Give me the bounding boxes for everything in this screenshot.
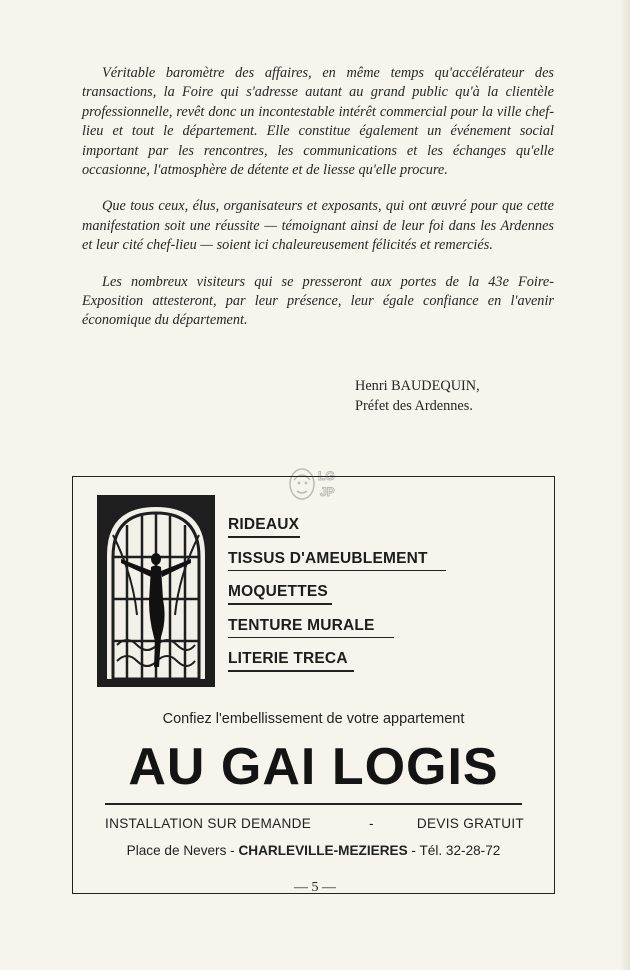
ad-tagline: Confiez l'embellissement de votre appartement xyxy=(162,711,465,727)
paragraph-2: Que tous ceux, élus, organisateurs et exposants, qui ont œuvré pour que cette manifestation soit une réussite — témoignant ainsi de leur foi dans les Ardennes et leur cité chef-lieu — soient ici chaleureusement félicités et remerciés. xyxy=(82,198,554,254)
underline xyxy=(228,536,300,538)
phone-number: - Tél. 32-28-72 xyxy=(411,843,501,858)
address-line xyxy=(73,843,554,858)
underline xyxy=(228,603,332,605)
brand-name: AU GAI LOGIS xyxy=(128,738,499,796)
separator: - xyxy=(369,816,374,831)
page-edge xyxy=(620,0,630,970)
window-silhouette-illustration xyxy=(97,495,215,687)
underline xyxy=(228,637,394,639)
signature-name: Henri BAUDEQUIN, xyxy=(355,378,480,394)
product-item xyxy=(228,549,428,583)
prefect-text xyxy=(82,64,554,348)
city-name: CHARLEVILLE-MEZIERES xyxy=(238,843,408,858)
ad-divider xyxy=(105,803,522,805)
paragraph-1: Véritable baromètre des affaires, en même temps qu'accélérateur des transactions, la Foire qui s'adresse autant au grand public qu'à la clientèle professionnelle, revêt donc un incontestable intérêt commercial pour la ville chef-lieu et tout le département. Elle constitue également un événement social important par les rencontres, les communications et les échanges qu'elle occasionne, l'atmosphère de détente et de liesse qu'elle procure. xyxy=(82,65,554,179)
signature xyxy=(355,376,480,416)
product-item xyxy=(228,582,428,616)
product-label: RIDEAUX xyxy=(228,516,300,533)
product-label: LITERIE TRECA xyxy=(228,650,348,667)
svg-text:JP: JP xyxy=(320,485,335,499)
product-label: TISSUS D'AMEUBLEMENT xyxy=(228,549,428,567)
paragraph-3: Les nombreux visiteurs qui se presseront aux portes de la 43e Foire-Exposition attesteront, par leur présence, leur égale confiance en l'avenir économique du département. xyxy=(82,273,554,329)
product-item xyxy=(228,616,428,650)
product-label: MOQUETTES xyxy=(228,583,328,600)
product-list xyxy=(228,515,428,683)
page-number: — 5 — xyxy=(294,880,336,895)
address-prefix: Place de Nevers - xyxy=(126,843,235,858)
installation-text: INSTALLATION SUR DEMANDE xyxy=(105,816,312,831)
product-item xyxy=(228,649,428,683)
devis-text: DEVIS GRATUIT xyxy=(416,816,524,831)
signature-title: Préfet des Ardennes. xyxy=(355,398,473,414)
underline xyxy=(228,670,354,672)
product-label: TENTURE MURALE xyxy=(228,616,375,634)
advertisement xyxy=(72,476,555,894)
underline xyxy=(228,570,446,572)
product-item xyxy=(228,515,428,549)
svg-text:LG: LG xyxy=(318,469,335,483)
